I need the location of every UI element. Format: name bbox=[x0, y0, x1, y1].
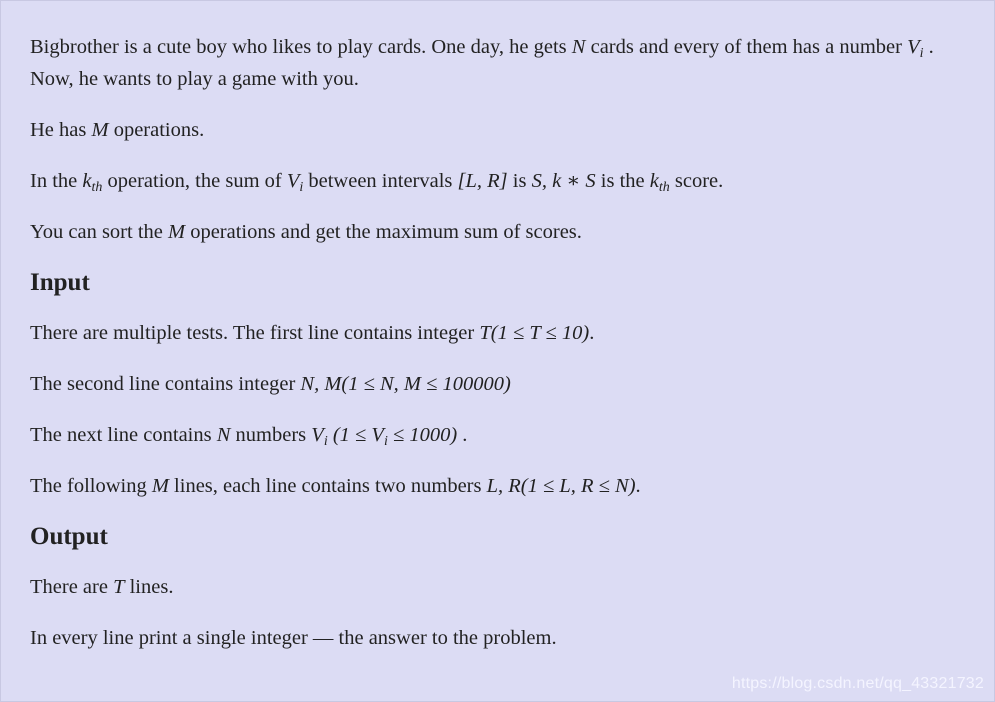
statement-paragraph-2: He has M operations. bbox=[30, 119, 205, 141]
input-line-4: The following M lines, each line contains two numbers L, R(1 ≤ L, R ≤ N). bbox=[30, 475, 641, 497]
output-heading: Output bbox=[30, 523, 108, 550]
watermark: https://blog.csdn.net/qq_43321732 bbox=[731, 675, 984, 692]
problem-content bbox=[30, 31, 960, 654]
statement-paragraph-4: You can sort the M operations and get the maximum sum of scores. bbox=[30, 221, 582, 243]
input-line-1: There are multiple tests. The first line contains integer T(1 ≤ T ≤ 10). bbox=[30, 322, 595, 344]
statement-paragraph-3: In the $k_{th}$ operation, the sum of $V_i$ between intervals [L, R] is S, k ∗ S is the $k_{th}$ score. bbox=[30, 170, 724, 195]
output-line-1: There are T lines. bbox=[30, 576, 174, 598]
input-line-3: The next line contains N numbers $V_i$ $(1 \le V_i \le 1000)$ . bbox=[30, 424, 468, 449]
input-heading: Input bbox=[30, 269, 90, 296]
statement-paragraph-1: Bigbrother is a cute boy who likes to play cards. One day, he gets N cards and every of them has a number $V_i$ . Now, he wants to play a game with you. bbox=[30, 36, 934, 90]
input-line-2: The second line contains integer N, M(1 ≤ N, M ≤ 100000) bbox=[30, 373, 511, 395]
output-line-2: In every line print a single integer — the answer to the problem. bbox=[30, 627, 557, 649]
